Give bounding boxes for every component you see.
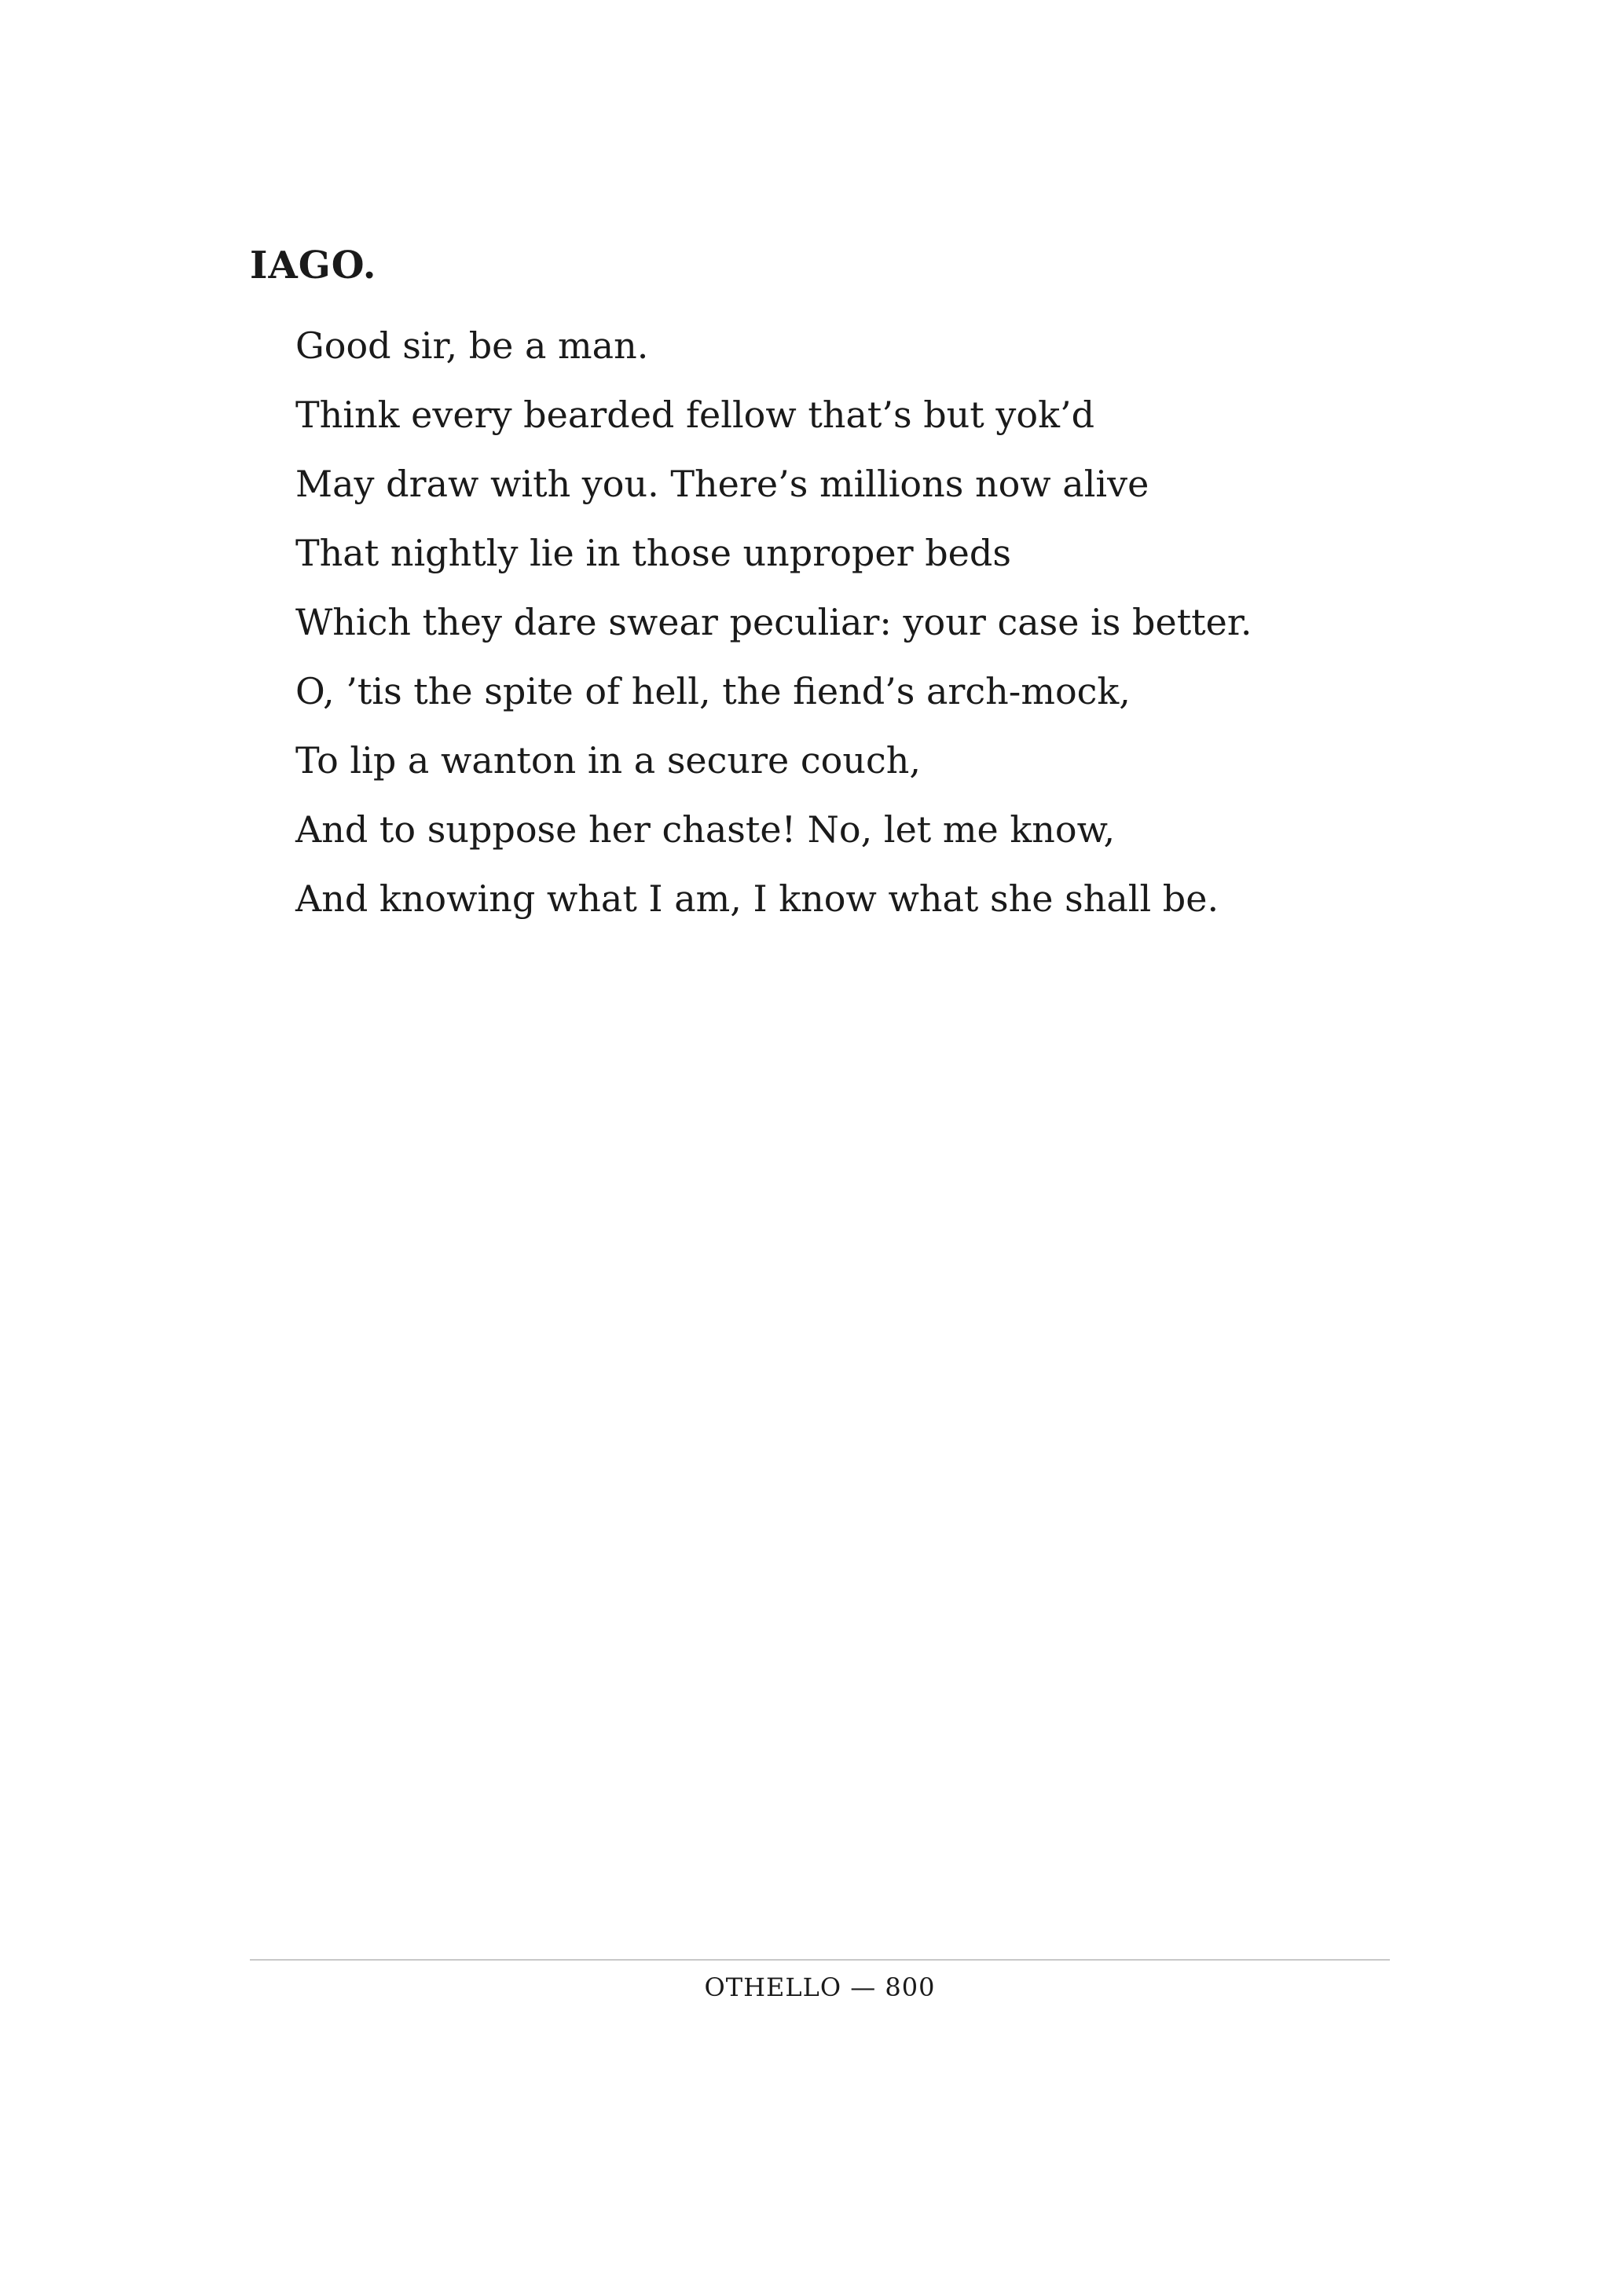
page-footer: OTHELLO — 800: [704, 1972, 936, 2002]
verse-line: That nightly lie in those unproper beds: [295, 532, 1011, 574]
verse-line: May draw with you. There’s millions now alive: [295, 463, 1149, 505]
verse-line: And to suppose her chaste! No, let me know,: [295, 808, 1116, 851]
verse-line: Think every bearded fellow that’s but yok’d: [295, 394, 1095, 436]
verse-line: And knowing what I am, I know what she shall be.: [295, 877, 1219, 920]
verse-line: To lip a wanton in a secure couch,: [295, 739, 921, 782]
verse-line: Which they dare swear peculiar: your case is better.: [295, 601, 1252, 643]
verse-line: O, ’tis the spite of hell, the fiend’s arch-mock,: [295, 670, 1131, 712]
speaker-name: IAGO.: [250, 244, 377, 287]
footer-divider: [250, 1959, 1390, 1961]
speech-lines: [295, 311, 1252, 933]
verse-line: Good sir, be a man.: [295, 324, 649, 367]
